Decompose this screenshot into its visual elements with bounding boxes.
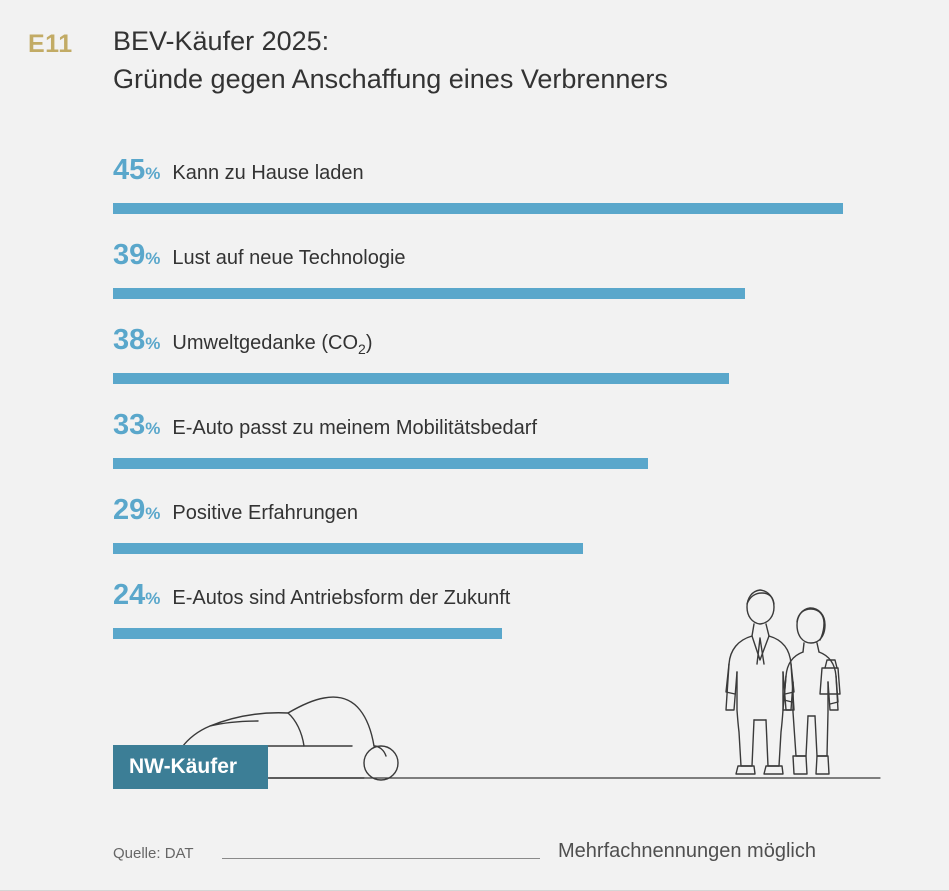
percent-sign: % [145, 334, 161, 353]
chart-header [0, 22, 949, 112]
bar-track [113, 628, 843, 639]
chart-code-label: E11 [28, 30, 73, 58]
status-badge-label: NW-Käufer [129, 755, 238, 778]
bar-fill [113, 628, 502, 639]
bar-track [113, 288, 843, 299]
bar-value: 38 [113, 324, 146, 356]
bar-row [0, 320, 949, 405]
bar-value: 24 [113, 579, 146, 611]
bar-category-label: E-Auto passt zu meinem Mobilitätsbedarf [172, 417, 537, 439]
bar-track [113, 373, 843, 384]
percent-sign: % [145, 419, 161, 438]
bar-fill [113, 373, 729, 384]
bar-category-label: Kann zu Hause laden [172, 162, 364, 184]
page-title [113, 22, 913, 98]
bar-category-label-sub: 2 [358, 341, 366, 357]
bar-category-label-pre: Umweltgedanke (CO [172, 332, 359, 354]
bar-row [0, 235, 949, 320]
bar-chart [0, 150, 949, 660]
bar-category-label-post: ) [365, 332, 373, 354]
bar-row [0, 490, 949, 575]
bar-track [113, 543, 843, 554]
footer-divider [222, 858, 540, 859]
chart-footer [0, 832, 949, 891]
bar-category-label: Lust auf neue Technologie [172, 247, 406, 269]
bar-track [113, 458, 843, 469]
percent-sign: % [145, 164, 161, 183]
bar-fill [113, 288, 745, 299]
status-badge [113, 745, 268, 789]
bar-label-group [113, 490, 358, 534]
bar-category-label: E-Autos sind Antriebsform der Zukunft [172, 587, 511, 609]
bar-label-group [113, 320, 372, 364]
bar-row [0, 150, 949, 235]
page-title-line-2: Gründe gegen Anschaffung eines Verbrenners [113, 64, 668, 94]
bar-fill [113, 203, 843, 214]
bar-track [113, 203, 843, 214]
bar-value: 29 [113, 494, 146, 526]
bar-label-group [113, 575, 510, 619]
bar-label-group [113, 235, 406, 279]
page-title-line-1: BEV-Käufer 2025: [113, 26, 330, 56]
footnote-label: Mehrfachnennungen möglich [558, 840, 816, 862]
percent-sign: % [145, 589, 161, 608]
bar-value: 45 [113, 154, 146, 186]
source-label: Quelle: DAT [113, 845, 194, 862]
percent-sign: % [145, 504, 161, 523]
bar-row [0, 575, 949, 660]
bar-value: 39 [113, 239, 146, 271]
percent-sign: % [145, 249, 161, 268]
bar-fill [113, 543, 583, 554]
bar-category-label [172, 332, 372, 357]
bar-fill [113, 458, 648, 469]
bar-label-group [113, 405, 537, 449]
bar-category-label: Positive Erfahrungen [172, 502, 359, 524]
bar-row [0, 405, 949, 490]
bar-label-group [113, 150, 364, 194]
bar-value: 33 [113, 409, 146, 441]
